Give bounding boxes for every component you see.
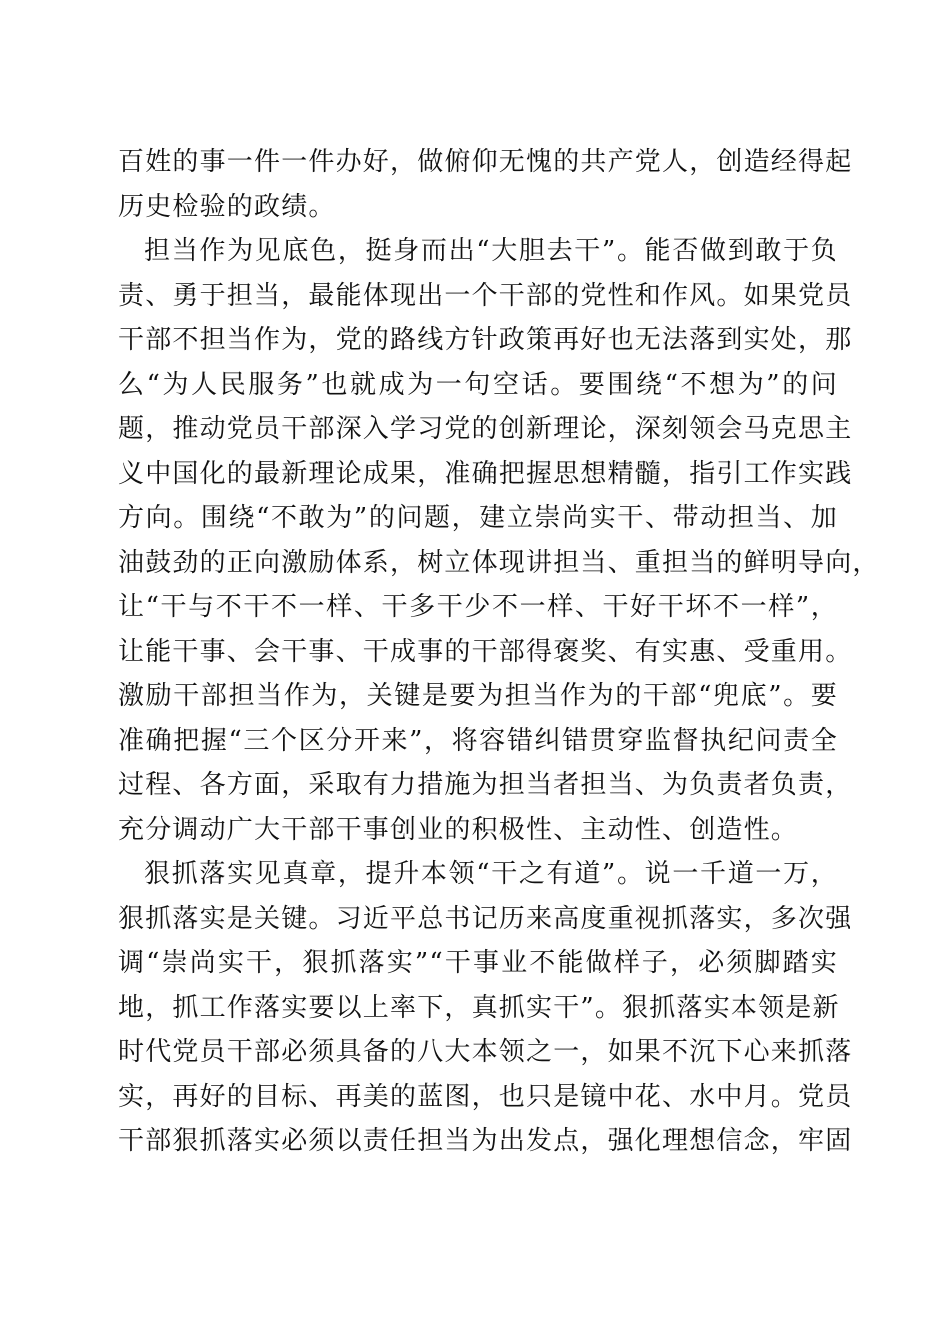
text-line: 实，再好的目标、再美的蓝图，也只是镜中花、水中月。党员 (118, 1081, 853, 1112)
text-line: 准确把握“三个区分开来”，将容错纠错贯穿监督执纪问责全 (118, 725, 838, 756)
paragraph-start-line: 担当作为见底色，挺身而出“大胆去干”。能否做到敢于负 (144, 236, 838, 266)
paragraph-start-line: 狠抓落实见真章，提升本领“干之有道”。说一千道一万， (144, 859, 838, 889)
text-line: 让能干事、会干事、干成事的干部得褒奖、有实惠、受重用。 (118, 636, 853, 667)
text-line: 充分调动广大干部干事创业的积极性、主动性、创造性。 (118, 814, 799, 845)
text-line: 激励干部担当作为，关键是要为担当作为的干部“兜底”。要 (118, 681, 838, 711)
text-line: 百姓的事一件一件办好，做俯仰无愧的共产党人，创造经得起 (118, 147, 853, 177)
text-line: 干部不担当作为，党的路线方针政策再好也无法落到实处，那 (118, 325, 853, 355)
text-line: 干部狠抓落实必须以责任担当为出发点，强化理想信念，牢固 (118, 1126, 853, 1156)
text-line: 地，抓工作落实要以上率下，真抓实干”。狠抓落实本领是新 (118, 992, 840, 1023)
text-line: 么“为人民服务”也就成为一句空话。要围绕“不想为”的问 (118, 369, 838, 400)
text-line: 狠抓落实是关键。习近平总书记历来高度重视抓落实，多次强 (118, 903, 853, 934)
text-line: 让“干与不干不一样、干多干少不一样、干好干坏不一样”， (118, 592, 838, 622)
text-line: 油鼓劲的正向激励体系，树立体现讲担当、重担当的鲜明导向， (118, 547, 880, 578)
text-line: 过程、各方面，采取有力措施为担当者担当、为负责者负责， (118, 770, 853, 800)
text-line: 时代党员干部必须具备的八大本领之一，如果不沉下心来抓落 (118, 1037, 853, 1067)
text-line: 责、勇于担当，最能体现出一个干部的党性和作风。如果党员 (118, 280, 853, 311)
text-line: 调“崇尚实干，狠抓落实”“干事业不能做样子，必须脚踏实 (118, 948, 838, 978)
text-line: 历史检验的政绩。 (118, 191, 336, 222)
text-line: 义中国化的最新理论成果，准确把握思想精髓，指引工作实践 (118, 458, 853, 489)
text-line: 方向。围绕“不敢为”的问题，建立崇尚实干、带动担当、加 (118, 503, 838, 533)
text-line: 题，推动党员干部深入学习党的创新理论，深刻领会马克思主 (118, 414, 853, 444)
body-text (118, 140, 880, 1164)
